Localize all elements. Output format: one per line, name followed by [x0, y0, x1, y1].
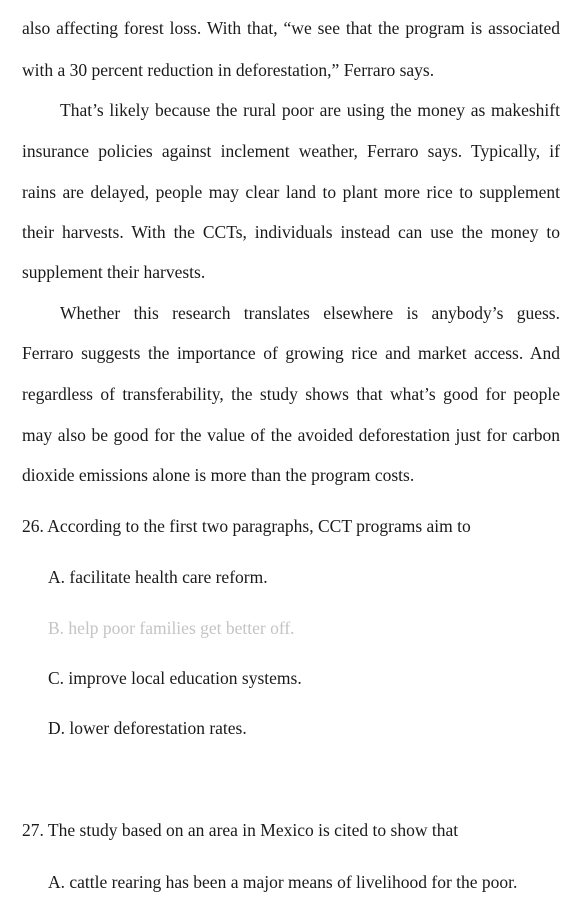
passage-line: That’s likely because the rural poor are using the money as makeshift — [60, 100, 560, 120]
passage-line: insurance policies against inclement weather, Ferraro says. Typically, if — [22, 141, 560, 161]
answer-option-c: C. improve local education systems. — [48, 668, 302, 688]
answer-option-a: A. facilitate health care reform. — [48, 567, 268, 587]
passage-line: also affecting forest loss. With that, “we see that the program is associated — [22, 18, 560, 38]
passage-line: Whether this research translates elsewhere is anybody’s guess. — [60, 303, 560, 323]
answer-option-d: D. lower deforestation rates. — [48, 718, 247, 738]
passage-line: may also be good for the value of the avoided deforestation just for carbon — [22, 425, 560, 445]
passage-line: rains are delayed, people may clear land to plant more rice to supplement — [22, 182, 560, 202]
passage-line: regardless of transferability, the study shows that what’s good for people — [22, 384, 560, 404]
passage-line: Ferraro suggests the importance of growing rice and market access. And — [22, 343, 560, 363]
question-stem: 27. The study based on an area in Mexico is cited to show that — [22, 820, 459, 840]
answer-option-b: B. help poor families get better off. — [48, 618, 295, 638]
passage-line: dioxide emissions alone is more than the program costs. — [22, 465, 415, 485]
passage-line: supplement their harvests. — [22, 262, 206, 282]
passage-line: with a 30 percent reduction in deforestation,” Ferraro says. — [22, 60, 435, 80]
question-stem: 26. According to the first two paragraphs, CCT programs aim to — [22, 516, 471, 536]
answer-option-a: A. cattle rearing has been a major means of livelihood for the poor. — [48, 872, 518, 892]
passage-line: their harvests. With the CCTs, individuals instead can use the money to — [22, 222, 560, 242]
